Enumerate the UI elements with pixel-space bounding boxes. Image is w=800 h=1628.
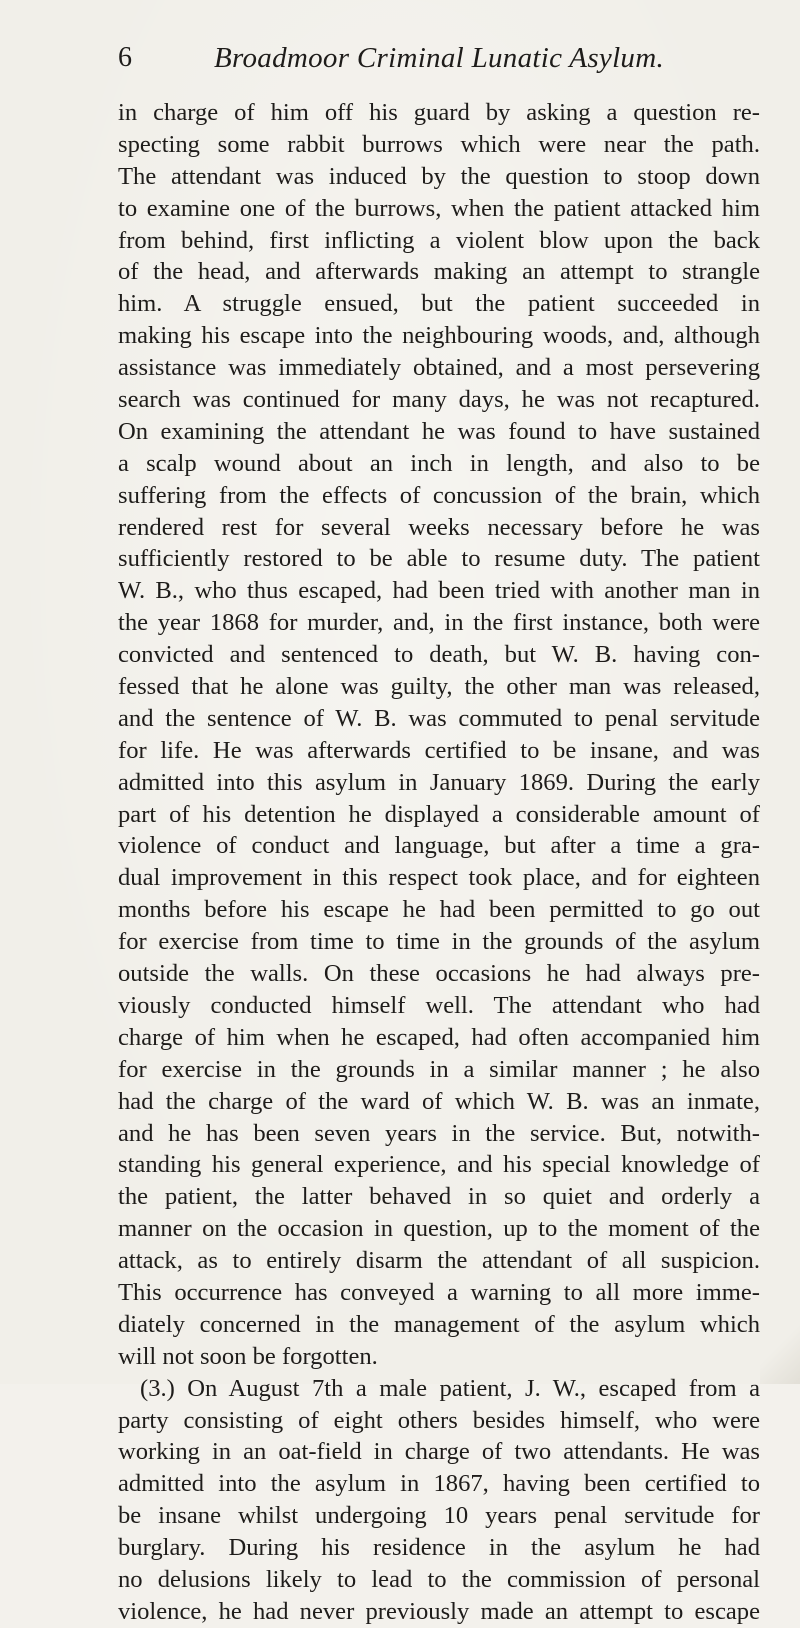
- text-line: will not soon be forgotten.: [118, 1342, 378, 1370]
- text-line: burglary. During his residence in the asylum he had: [118, 1534, 760, 1562]
- text-line: for exercise from time to time in the grounds of the asylum: [118, 928, 760, 956]
- text-line: and the sentence of W. B. was commuted to penal servitude: [118, 704, 760, 732]
- text-line: months before his escape he had been permitted to go out: [118, 896, 760, 924]
- text-line: fessed that he alone was guilty, the other man was released,: [118, 673, 760, 701]
- text-line: (3.) On August 7th a male patient, J. W., escaped from a: [140, 1374, 760, 1402]
- running-title: Broadmoor Criminal Lunatic Asylum.: [213, 42, 665, 74]
- text-line: in charge of him off his guard by asking a question re-: [118, 99, 760, 126]
- text-line: the year 1868 for murder, and, in the first instance, both were: [118, 609, 760, 637]
- text-line: admitted into this asylum in January 1869. During the early: [118, 768, 760, 796]
- text-line: rendered rest for several weeks necessary before he was: [118, 513, 760, 541]
- text-line: no delusions likely to lead to the commission of personal: [118, 1565, 760, 1593]
- text-line: him. A struggle ensued, but the patient succeeded in: [118, 290, 760, 318]
- text-line: party consisting of eight others besides himself, who were: [118, 1406, 760, 1434]
- text-line: attack, as to entirely disarm the attendant of all suspicion.: [118, 1247, 760, 1275]
- text-line: working in an oat-field in charge of two attendants. He was: [118, 1438, 760, 1466]
- text-line: viously conducted himself well. The attendant who had: [118, 991, 760, 1019]
- text-line: This occurrence has conveyed a warning to all more imme-: [118, 1278, 760, 1306]
- text-line: outside the walls. On these occasions he had always pre-: [118, 960, 760, 988]
- text-line: dual improvement in this respect took place, and for eighteen: [118, 864, 760, 892]
- text-line: admitted into the asylum in 1867, having been certified to: [118, 1470, 760, 1498]
- text-line: from behind, first inflicting a violent blow upon the back: [118, 226, 760, 254]
- text-line: be insane whilst undergoing 10 years penal servitude for: [118, 1502, 760, 1530]
- text-line: violence of conduct and language, but after a time a gra-: [118, 832, 760, 860]
- text-line: had the charge of the ward of which W. B. was an inmate,: [118, 1087, 760, 1115]
- text-line: and he has been seven years in the service. But, notwith-: [118, 1119, 760, 1147]
- text-line: The attendant was induced by the question to stoop down: [118, 162, 760, 190]
- running-head: [118, 38, 760, 78]
- page-corner-shade: [760, 1324, 800, 1384]
- text-line: search was continued for many days, he was not recaptured.: [118, 386, 760, 414]
- text-line: assistance was immediately obtained, and a most persevering: [118, 354, 760, 382]
- page-number: 6: [118, 42, 132, 73]
- text-line: manner on the occasion in question, up to the moment of the: [118, 1215, 760, 1243]
- text-line: to examine one of the burrows, when the patient attacked him: [118, 194, 760, 222]
- text-line: violence, he had never previously made an attempt to escape: [118, 1597, 760, 1625]
- text-line: charge of him when he escaped, had often accompanied him: [118, 1023, 760, 1051]
- text-line: standing his general experience, and his special knowledge of: [118, 1151, 760, 1179]
- text-line: W. B., who thus escaped, had been tried with another man in: [118, 577, 760, 605]
- text-line: suffering from the effects of concussion of the brain, which: [118, 481, 760, 509]
- text-line: specting some rabbit burrows which were near the path.: [118, 130, 760, 158]
- text-line: convicted and sentenced to death, but W. B. having con-: [118, 641, 760, 669]
- text-line: On examining the attendant he was found to have sustained: [118, 417, 760, 445]
- text-line: of the head, and afterwards making an attempt to strangle: [118, 258, 760, 286]
- text-line: for exercise in the grounds in a similar manner ; he also: [118, 1055, 760, 1083]
- text-line: a scalp wound about an inch in length, and also to be: [118, 449, 760, 477]
- text-line: the patient, the latter behaved in so quiet and orderly a: [118, 1183, 760, 1211]
- text-line: sufficiently restored to be able to resume duty. The patient: [118, 545, 760, 573]
- text-line: diately concerned in the management of the asylum which: [118, 1310, 760, 1338]
- text-line: making his escape into the neighbouring woods, and, although: [118, 322, 760, 350]
- body-text: [118, 97, 760, 1628]
- text-line: part of his detention he displayed a considerable amount of: [118, 800, 760, 828]
- text-line: for life. He was afterwards certified to be insane, and was: [118, 736, 760, 764]
